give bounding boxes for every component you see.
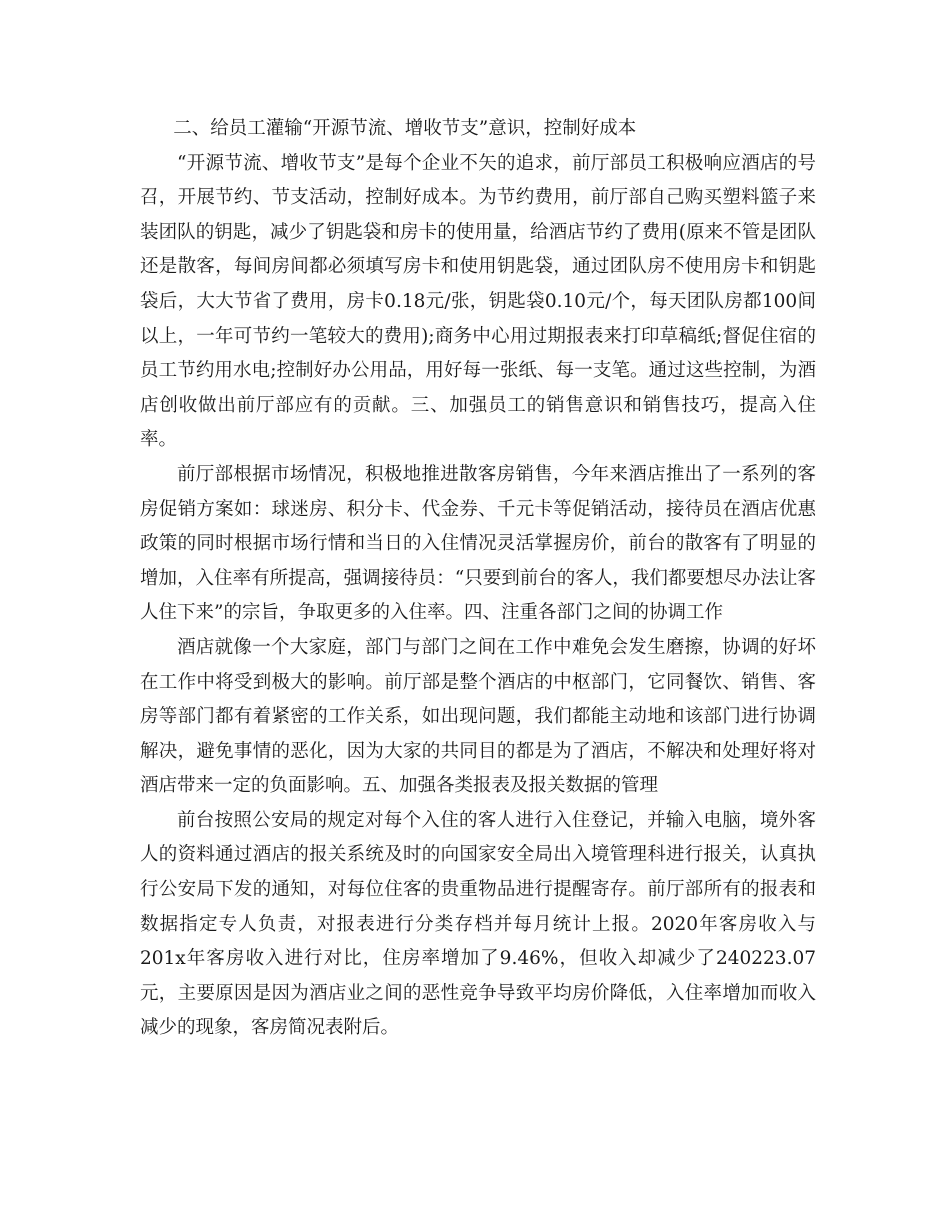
paragraph-sales-promotion: 前厅部根据市场情况，积极地推进散客房销售，今年来酒店推出了一系列的客房促销方案如：球迷房、积分卡、代金券、千元卡等促销活动，接待员在酒店优惠政策的同时根据市场行情和当日的入住情况灵活掌握房价，前台的散客有了明显的增加，入住率有所提高，强调接待员：“只要到前台的客人，我们都要想尽办法让客人住下来”的宗旨，争取更多的入住率。四、注重各部门之间的协调工作 [140, 463, 816, 624]
paragraph-department-coordination: 酒店就像一个大家庭，部门与部门之间在工作中难免会发生磨擦，协调的好坏在工作中将受到极大的影响。前厅部是整个酒店的中枢部门，它同餐饮、销售、客房等部门都有着紧密的工作关系，如出现问题，我们都能主动地和该部门进行协调解决，避免事情的恶化，因为大家的共同目的都是为了酒店，不解决和处理好将对酒店带来一定的负面影响。五、加强各类报表及报关数据的管理 [140, 636, 816, 797]
paragraph-report-management: 前台按照公安局的规定对每个入住的客人进行入住登记，并输入电脑，境外客人的资料通过酒店的报关系统及时的向国家安全局出入境管理科进行报关，认真执行公安局下发的通知，对每位住客的贵重物品进行提醒寄存。前厅部所有的报表和数据指定专人负责，对报表进行分类存档并每月统计上报。2020年客房收入与201x年客房收入进行对比，住房率增加了9.46%，但收入却减少了240223.07元，主要原因是因为酒店业之间的恶性竞争导致平均房价降低，入住率增加而收入减少的现象，客房简况表附后。 [140, 809, 816, 1039]
section-heading: 二、给员工灌输“开源节流、增收节支”意识，控制好成本 [173, 118, 637, 139]
paragraph-cost-control: “开源节流、增收节支”是每个企业不矢的追求，前厅部员工积极响应酒店的号召，开展节约、节支活动，控制好成本。为节约费用，前厅部自己购买塑料篮子来装团队的钥匙，减少了钥匙袋和房卡的使用量，给酒店节约了费用(原来不管是团队还是散客，每间房间都必须填写房卡和使用钥匙袋，通过团队房不使用房卡和钥匙袋后，大大节省了费用，房卡0.18元/张，钥匙袋0.10元/个，每天团队房都100间以上，一年可节约一笔较大的费用);商务中心用过期报表来打印草稿纸;督促住宿的员工节约用水电;控制好办公用品，用好每一张纸、每一支笔。通过这些控制，为酒店创收做出前厅部应有的贡献。三、加强员工的销售意识和销售技巧，提高入住率。 [140, 152, 816, 451]
document-body [140, 112, 816, 1046]
